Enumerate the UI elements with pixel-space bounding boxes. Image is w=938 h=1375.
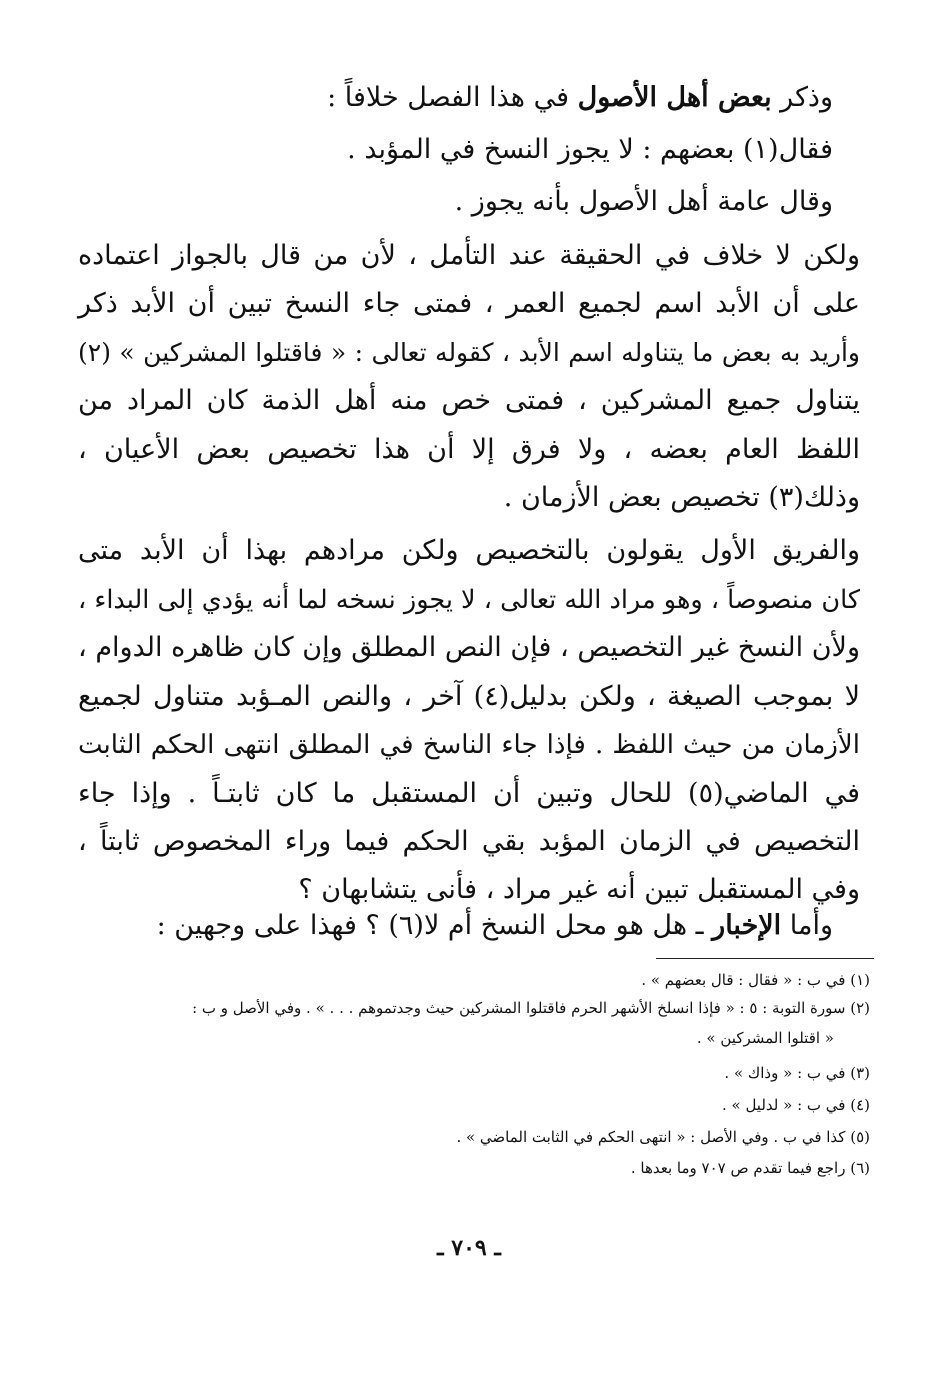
- body-line: وفي المستقبل تبين أنه غير مراد ، فأنى يتشابهان ؟: [298, 874, 860, 905]
- body-line: التخصيص في الزمان المؤبد بقي الحكم فيما وراء المخصوص ثابتاً ،: [78, 826, 860, 857]
- body-line: على أن الأبد اسم لجميع العمر ، فمتى جاء النسخ تبين أن الأبد ذكر: [78, 288, 860, 319]
- footnote: (٢) سورة التوبة : ٥ : « فإذا انسلخ الأشهر الحرم فاقتلوا المشركين حيث وجدتموهم . . . » . وفي الأصل و ب :: [192, 999, 870, 1017]
- body-line: في الماضي(٥) للحال وتبين أن المستقبل ما كان ثابتـاً . وإذا جاء: [78, 778, 860, 809]
- footnote: (٤) في ب : « لدليل » .: [721, 1096, 870, 1114]
- body-line: ولأن النسخ غير التخصيص ، فإن النص المطلق وإن كان ظاهره الدوام ،: [78, 632, 860, 663]
- footnote: (٦) راجع فيما تقدم ص ٧٠٧ وما بعدها .: [630, 1159, 870, 1177]
- body-line: لا بموجب الصيغة ، ولكن بدليل(٤) آخر ، والنص المـؤبد متناول لجميع: [78, 681, 860, 712]
- body-line: فقال(١) بعضهم : لا يجوز النسخ في المؤبد .: [347, 134, 833, 165]
- body-line: كان منصوصاً ، وهو مراد الله تعالى ، لا يجوز نسخه لما أنه يؤدي إلى البداء ،: [78, 585, 860, 615]
- bold-term: بعض أهل الأصول: [577, 82, 772, 113]
- page-number: ـ ٧٠٩ ـ: [437, 1235, 501, 1261]
- body-line: ولكن لا خلاف في الحقيقة عند التأمل ، لأن من قال بالجواز اعتماده: [78, 240, 860, 271]
- body-line: وقال عامة أهل الأصول بأنه يجوز .: [454, 186, 833, 217]
- body-line: وأريد به بعض ما يتناوله اسم الأبد ، كقوله تعالى : « فاقتلوا المشركين » (٢): [78, 338, 860, 367]
- body-line: وأما الإخبار ـ هل هو محل النسخ أم لا(٦) ؟ فهذا على وجهين :: [156, 910, 833, 941]
- footnote: (٥) كذا في ب . وفي الأصل : « انتهى الحكم في الثابت الماضي » .: [456, 1128, 870, 1146]
- body-line: الأزمان من حيث اللفظ . فإذا جاء الناسخ في المطلق انتهى الحكم الثابت: [78, 730, 860, 760]
- footnote-continuation: « اقتلوا المشركين » .: [696, 1029, 834, 1047]
- footnote-separator: [656, 958, 874, 959]
- bold-term: الإخبار: [712, 910, 782, 941]
- body-line: اللفظ العام بعضه ، ولا فرق إلا أن هذا تخصيص بعض الأعيان ،: [78, 434, 860, 465]
- body-line: وذلك(٣) تخصيص بعض الأزمان .: [503, 482, 860, 513]
- body-line: وذكر بعض أهل الأصول في هذا الفصل خلافاً :: [327, 82, 833, 113]
- body-line: يتناول جميع المشركين ، فمتى خص منه أهل الذمة كان المراد من: [78, 385, 860, 416]
- body-line: والفريق الأول يقولون بالتخصيص ولكن مرادهم بهذا أن الأبد متى: [78, 535, 860, 566]
- footnote: (١) في ب : « فقال : قال بعضهم » .: [641, 971, 870, 989]
- footnote: (٣) في ب : « وذاك » .: [724, 1064, 870, 1082]
